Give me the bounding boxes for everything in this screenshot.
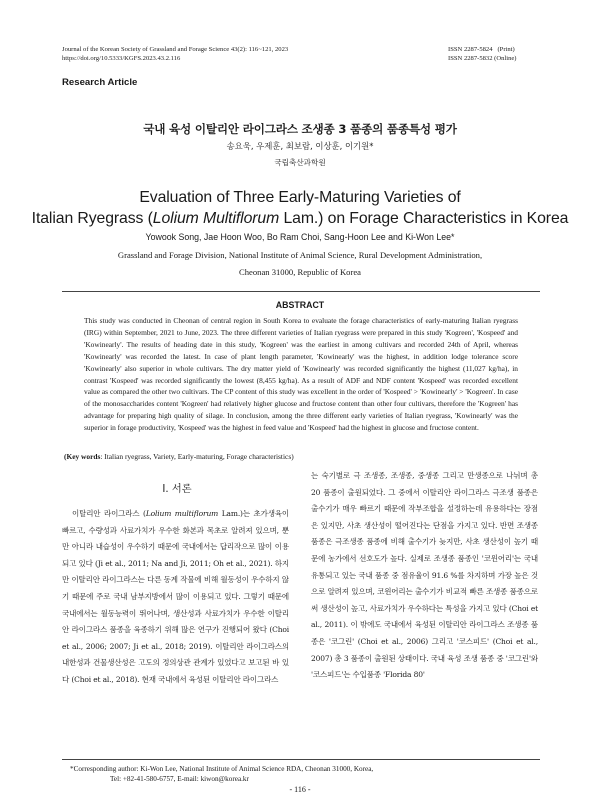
intro-left-column [62,506,289,689]
footnote-line1: *Corresponding author: Ki-Won Lee, National Institute of Animal Science RDA, Cheonan 31000, Korea, [70,765,374,773]
page-number: - 116 - [289,785,311,794]
english-affiliation-line1: Grassland and Forage Division, National Institute of Animal Science, Rural Development Administration, [117,250,483,260]
issn-print: ISSN 2287-5824 (Print) [448,46,515,53]
korean-title: 국내 육성 이탈리안 라이그라스 조생종 3 품종의 품종특성 평가 [143,122,457,136]
issn-online: ISSN 2287-5832 (Online) [448,55,517,62]
journal-header [62,45,382,63]
title-suffix: Lam.) on Forage Characteristics in Korea [279,210,569,227]
keywords-text: : Italian ryegrass, Variety, Early-maturing, Forage characteristics) [100,452,294,461]
article-type: Research Article [62,77,138,88]
english-title-line1: Evaluation of Three Early-Maturing Varieties of [139,189,461,206]
issn-block [448,45,558,63]
journal-citation: Journal of the Korean Society of Grassland and Forage Science 43(2): 116~121, 2023 [62,46,289,53]
intro-left-prefix: 이탈리안 라이그라스 ( [72,509,146,518]
abstract-top-rule [62,291,540,292]
english-title-line2 [0,210,600,228]
english-authors: Yowook Song, Jae Hoon Woo, Bo Ram Choi, Sang-Hoon Lee and Ki-Won Lee* [145,232,455,242]
english-affiliation-line2: Cheonan 31000, Republic of Korea [239,267,361,277]
title-species: Lolium Multiflorum [152,210,280,227]
korean-affiliation: 국립축산과학원 [274,158,326,167]
footnote [70,764,530,784]
keywords-label: (Key words [64,452,101,461]
intro-left-body: Lam.)는 초가생육이 빠르고, 수량성과 사료가치가 우수한 화본과 목초로 알려져 있으며, 뿐만 아니라 내습성이 우수하기 때문에 국내에서는 답리작으로 많이 이용되고 있다 (Ji et al., 2011; Na and Ji, 2011; Oh et al., 2021). 하지만 이탈리안 라이그라스는 다른 동계 작물에 비해 월동성이 우수하지 않기 때문에 주로 국내 남부지방에서 많이 이용되고 있다. 그렇기 때문에 국내에서는 월동능력이 뛰어나며, 생산성과 사료가치가 우수한 이탈리안 라이그라스 품종을 육종하기 위해 많은 연구가 진행되어 왔다 (Choi et al., 2006; 2007; Ji et al., 2018; 2019). 이탈리안 라이그라스의 내한성과 건물생산성은 고도의 정의상관 관계가 있었다고 보고된 바 있다 (Choi et al., 2018). 현재 국내에서 육성된 이탈리안 라이그라스 [62,509,290,684]
abstract-text: This study was conducted in Cheonan of central region in South Korea to evaluate the forage characteristics of early-maturing Italian ryegrass (IRG) within September, 2021 to June, 2023. The three different varieties of Italian ryegrass were prepared in this study 'Kogreen', 'Kospeed' and 'Kowinearly'. The results of heading date in this study, 'Kogreen' was the earliest in among cultivars and recorded 24th of April, whereas 'Kowinearly' was recorded the latest. In case of plant length parameter, 'Kowinearly' was the highest, in addition lodge tolerance score 'Kowinearly' also superior in whole cultivars. The dry matter yield of 'Kowinearly' was recorded significantly the highest (11,027 kg/ha), in contrast 'Kospeed' was recorded significantly the lowest (8,455 kg/ha). As a result of ADF and NDF content 'Kospeed' was recorded excellent value as compared the other two cultivars. The CP content of this study was excellent in the order of 'Kospeed' > 'Kowinearly' > 'Kogreen'. In case of the monosaccharides content 'Kogreen' had relatively higher glucose and fructose content than other four cultivars, therefore the 'Kogreen' has advantage for preparing high quality of silage. In conclusion, among the three different early varieties of Italian ryegrass, 'Kowinearly' was the superior in forage productivity, 'Kospeed' was the highest in feed value and 'Kospeed' had the highest in glucose and fructose content. [84,316,518,433]
korean-authors: 송요욱, 우제훈, 최보람, 이상훈, 이기원* [226,141,374,151]
abstract-heading: ABSTRACT [275,300,325,310]
title-prefix: Italian Ryegrass ( [31,210,153,227]
section-title-introduction: Ⅰ. 서론 [162,484,192,495]
keywords [64,452,544,461]
footnote-rule [62,759,540,760]
intro-species: Lolium multiflorum [145,509,219,518]
intro-right-column: 는 숙기별로 극 조생종, 조생종, 중생종 그리고 만생종으로 나뉘며 총 20 품종이 출원되었다. 그 중에서 이탈리안 라이그라스 극조생 품종은 출수기가 매우 빠르기 때문에 작부조합을 설정하는데 유용하다는 장점은 있지만, 사초 생산성이 떨어진다는 단점을 가지고 있다. 반면 조생종 품종은 극조생종 품종에 비해 출수기가 늦지만, 사초 생산성이 높기 때문에 농가에서 선호도가 높다. 실제로 조생종 품종인 '코윈어리'는 국내 유통되고 있는 국내 품종 중 점유율이 91.6 %를 차지하며 가장 높은 것으로 알려져 있으며, 코윈어리는 출수기가 비교적 빠른 조생종 품종으로써 생산성이 높고, 사료가치가 우수하다는 특성을 가지고 있다 (Choi et al., 2011). 이 밖에도 국내에서 육성된 이탈리안 라이그라스 조생종 품종은 '코그린' (Choi et al., 2006) 그리고 '코스피드' (Choi et al., 2007) 총 3 품종이 출원된 상태이다. 국내 육성 조생 품종 중 '코그린'와 '코스피드'는 수입품종 'Florida 80' [311,471,538,680]
doi-link[interactable]: https://doi.org/10.5333/KGFS.2023.43.2.116 [62,55,181,62]
footnote-line2: Tel: +82-41-580-6757, E-mail: kiwon@korea.kr [110,775,249,783]
